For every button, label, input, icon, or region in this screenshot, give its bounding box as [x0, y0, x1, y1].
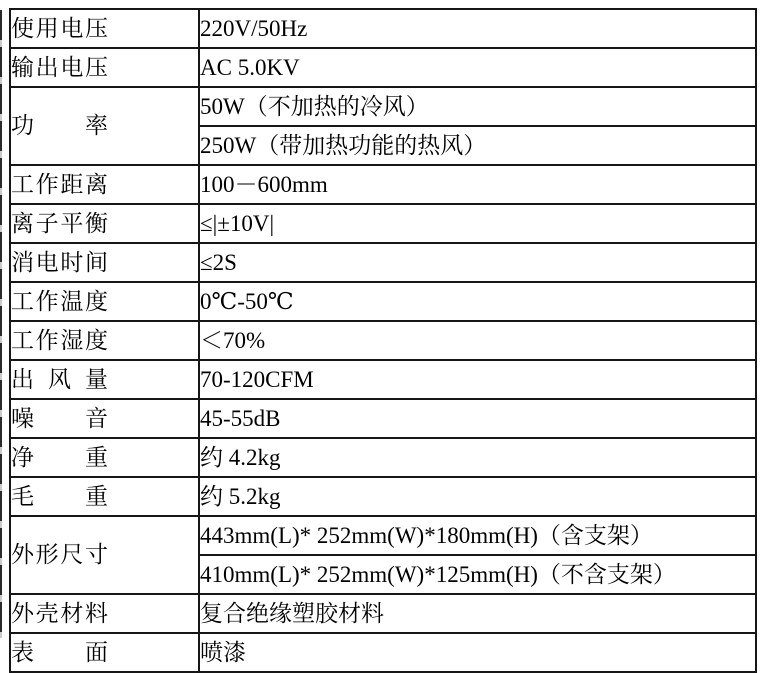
row-output-voltage: [10, 48, 756, 87]
value-power-hot: 250W（带加热功能的热风）: [199, 126, 756, 165]
spec-table: [9, 8, 757, 673]
label-output-voltage: 输出电压: [10, 48, 199, 87]
value-usage-voltage: 220V/50Hz: [199, 9, 756, 48]
value-operating-temperature: 0℃-50℃: [199, 282, 756, 321]
row-operating-temperature: [10, 282, 756, 321]
row-ion-balance: [10, 204, 756, 243]
label-discharge-time: 消电时间: [10, 243, 199, 282]
label-gross-weight: 毛重: [10, 477, 199, 516]
row-power-1: [10, 87, 756, 126]
row-air-volume: [10, 360, 756, 399]
value-discharge-time: ≤2S: [199, 243, 756, 282]
label-working-distance: 工作距离: [10, 165, 199, 204]
value-air-volume: 70-120CFM: [199, 360, 756, 399]
row-usage-voltage: [10, 9, 756, 48]
label-usage-voltage: 使用电压: [10, 9, 199, 48]
label-noise: 噪音: [10, 399, 199, 438]
row-operating-humidity: [10, 321, 756, 360]
label-air-volume: 出风量: [10, 360, 199, 399]
label-net-weight: 净重: [10, 438, 199, 477]
label-operating-humidity: 工作湿度: [10, 321, 199, 360]
row-noise: [10, 399, 756, 438]
value-net-weight: 约 4.2kg: [199, 438, 756, 477]
label-ion-balance: 离子平衡: [10, 204, 199, 243]
row-dimensions-1: [10, 516, 756, 555]
value-operating-humidity: ＜70%: [199, 321, 756, 360]
value-working-distance: 100－600mm: [199, 165, 756, 204]
row-discharge-time: [10, 243, 756, 282]
label-dimensions: 外形尺寸: [10, 516, 199, 594]
value-ion-balance: ≤|±10V|: [199, 204, 756, 243]
page-edge-artifact: [0, 10, 2, 638]
label-operating-temperature: 工作温度: [10, 282, 199, 321]
row-working-distance: [10, 165, 756, 204]
row-gross-weight: [10, 477, 756, 516]
value-noise: 45-55dB: [199, 399, 756, 438]
value-output-voltage: AC 5.0KV: [199, 48, 756, 87]
value-gross-weight: 约 5.2kg: [199, 477, 756, 516]
value-power-cold: 50W（不加热的冷风）: [199, 87, 756, 126]
row-housing-material: [10, 594, 756, 633]
label-power: 功率: [10, 87, 199, 165]
value-dimensions-with-stand: 443mm(L)* 252mm(W)*180mm(H)（含支架）: [199, 516, 756, 555]
row-net-weight: [10, 438, 756, 477]
row-surface: [10, 633, 756, 672]
label-surface: 表面: [10, 633, 199, 672]
value-dimensions-without-stand: 410mm(L)* 252mm(W)*125mm(H)（不含支架）: [199, 555, 756, 594]
value-surface: 喷漆: [199, 633, 756, 672]
label-housing-material: 外壳材料: [10, 594, 199, 633]
value-housing-material: 复合绝缘塑胶材料: [199, 594, 756, 633]
